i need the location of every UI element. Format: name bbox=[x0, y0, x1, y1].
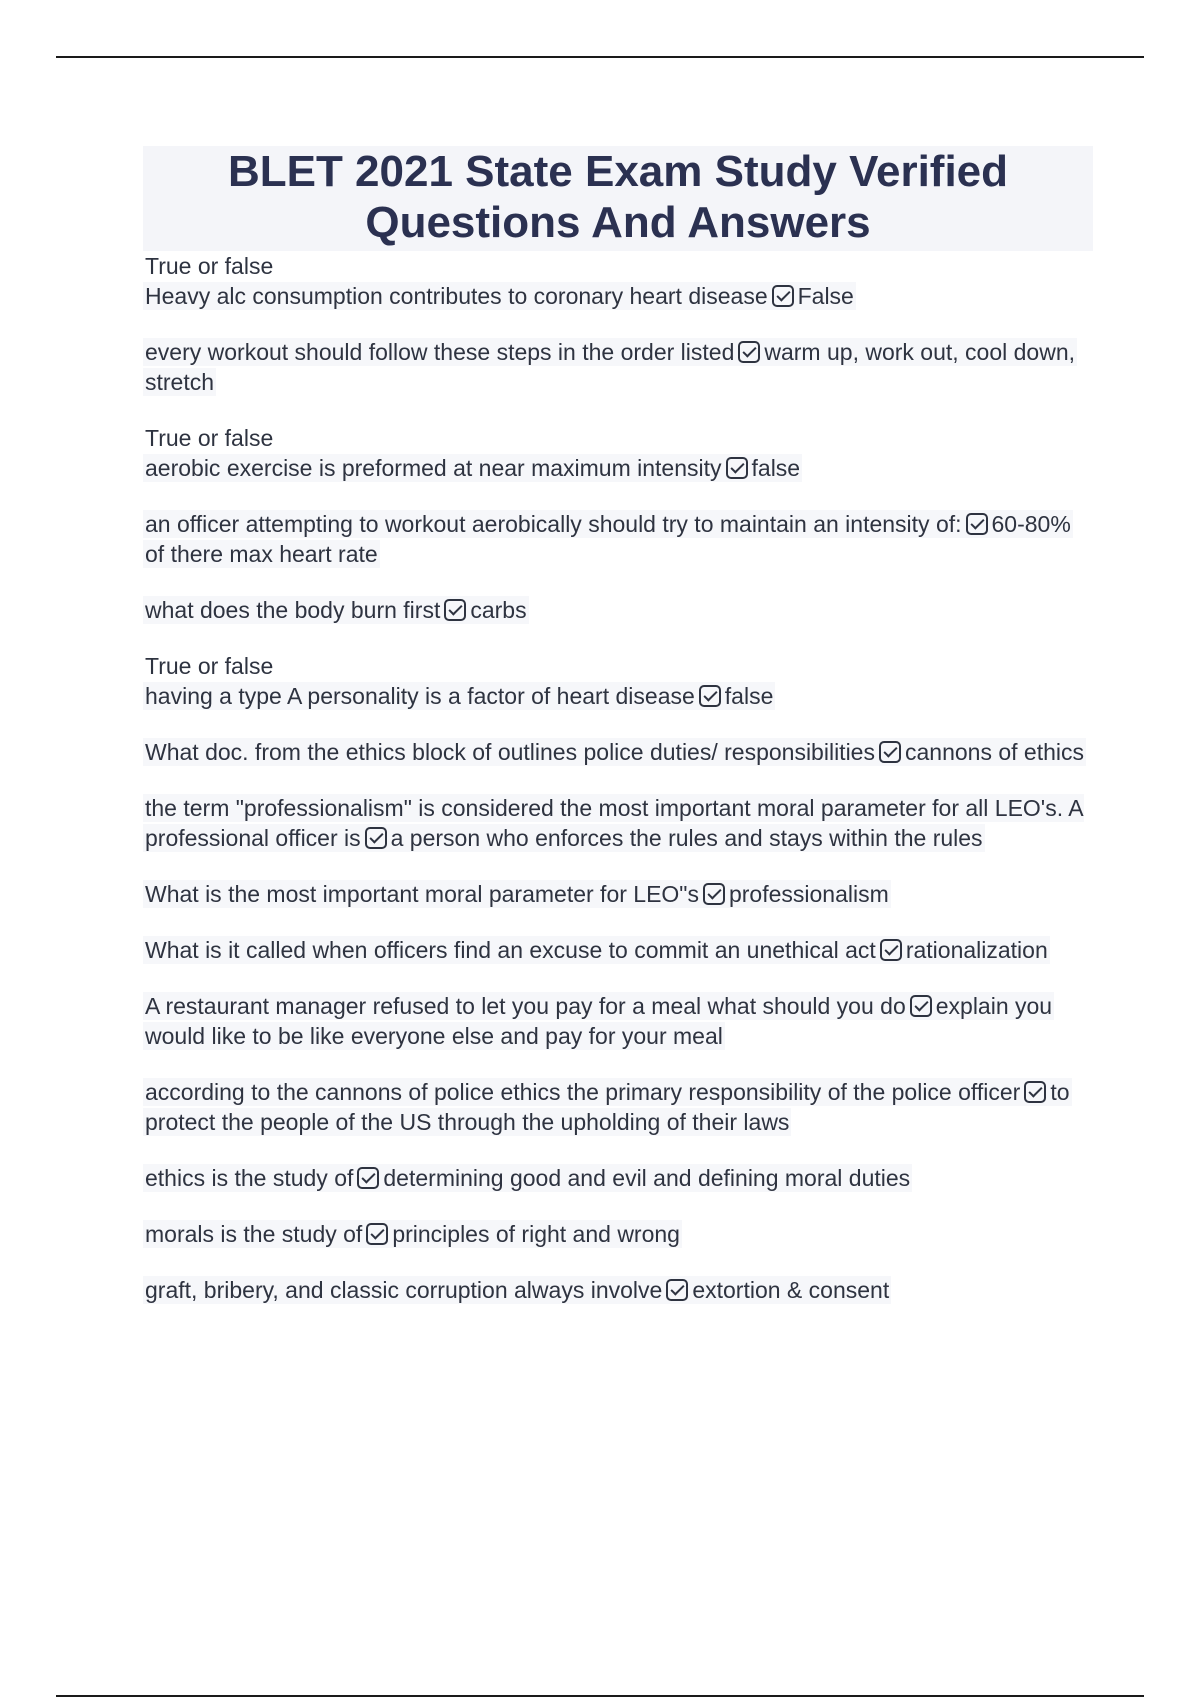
checked-box-icon bbox=[444, 599, 466, 621]
checked-box-icon bbox=[366, 1223, 388, 1245]
answer-text: False bbox=[797, 283, 854, 309]
qa-prefix: True or false bbox=[145, 653, 274, 679]
checked-box-icon bbox=[966, 513, 988, 535]
qa-body bbox=[143, 338, 1077, 396]
qa-prefix: True or false bbox=[145, 253, 274, 279]
qa-body bbox=[143, 1220, 682, 1248]
qa-body bbox=[143, 1276, 891, 1304]
question-text: an officer attempting to workout aerobically should try to maintain an intensity of: bbox=[145, 511, 962, 537]
page-title: BLET 2021 State Exam Study Verified Questions And Answers bbox=[227, 147, 1009, 247]
qa-body bbox=[143, 596, 529, 624]
answer-text: professionalism bbox=[728, 881, 889, 907]
question-text: What is it called when officers find an excuse to commit an unethical act bbox=[145, 937, 876, 963]
question-text: A restaurant manager refused to let you pay for a meal what should you do bbox=[145, 993, 906, 1019]
checked-box-icon bbox=[703, 883, 725, 905]
answer-text: explain you would like to be like everyone else and pay for your meal bbox=[145, 993, 1053, 1049]
answer-text: rationalization bbox=[905, 937, 1048, 963]
title-block bbox=[143, 146, 1093, 251]
question-text: aerobic exercise is preformed at near maximum intensity bbox=[145, 455, 722, 481]
checked-box-icon bbox=[880, 939, 902, 961]
qa-item bbox=[143, 935, 1093, 965]
question-text: according to the cannons of police ethics the primary responsibility of the police officer bbox=[145, 1079, 1021, 1105]
qa-body bbox=[143, 880, 891, 908]
question-text: every workout should follow these steps in the order listed bbox=[145, 339, 735, 365]
qa-body bbox=[143, 282, 856, 310]
checked-box-icon bbox=[1024, 1081, 1046, 1103]
checked-box-icon bbox=[879, 741, 901, 763]
qa-body bbox=[143, 992, 1054, 1050]
checked-box-icon bbox=[365, 827, 387, 849]
answer-text: principles of right and wrong bbox=[392, 1221, 680, 1247]
qa-item bbox=[143, 423, 1093, 483]
question-text: What is the most important moral parameter for LEO"s bbox=[145, 881, 699, 907]
qa-item bbox=[143, 1077, 1093, 1137]
checked-box-icon bbox=[726, 457, 748, 479]
qa-item bbox=[143, 1275, 1093, 1305]
qa-prefix: True or false bbox=[145, 425, 274, 451]
top-divider bbox=[56, 56, 1144, 58]
answer-text: cannons of ethics bbox=[904, 739, 1084, 765]
bottom-divider bbox=[56, 1695, 1144, 1697]
checked-box-icon bbox=[738, 341, 760, 363]
checked-box-icon bbox=[666, 1279, 688, 1301]
question-text: ethics is the study of bbox=[145, 1165, 354, 1191]
answer-text: extortion & consent bbox=[692, 1277, 890, 1303]
qa-item bbox=[143, 1163, 1093, 1193]
qa-item bbox=[143, 595, 1093, 625]
answer-text: a person who enforces the rules and stays within the rules bbox=[390, 825, 983, 851]
qa-item bbox=[143, 991, 1093, 1051]
answer-text: carbs bbox=[470, 597, 527, 623]
question-text: What doc. from the ethics block of outlines police duties/ responsibilities bbox=[145, 739, 875, 765]
checked-box-icon bbox=[910, 995, 932, 1017]
checked-box-icon bbox=[357, 1167, 379, 1189]
question-text: the term "professionalism" is considered the most important moral parameter for all LEO's. A professional officer is bbox=[145, 795, 1083, 851]
qa-item bbox=[143, 509, 1093, 569]
question-text: graft, bribery, and classic corruption always involve bbox=[145, 1277, 663, 1303]
qa-body bbox=[143, 510, 1073, 568]
qa-item bbox=[143, 879, 1093, 909]
answer-text: false bbox=[751, 455, 801, 481]
qa-body bbox=[143, 738, 1086, 766]
answer-text: determining good and evil and defining moral duties bbox=[383, 1165, 911, 1191]
answer-text: 60-80% of there max heart rate bbox=[145, 511, 1071, 567]
qa-body bbox=[143, 1164, 912, 1192]
question-text: Heavy alc consumption contributes to coronary heart disease bbox=[145, 283, 768, 309]
qa-item bbox=[143, 651, 1093, 711]
qa-body bbox=[143, 794, 1084, 852]
document-content bbox=[143, 146, 1093, 1331]
checked-box-icon bbox=[772, 285, 794, 307]
qa-item bbox=[143, 1219, 1093, 1249]
qa-list bbox=[143, 251, 1093, 1305]
answer-text: false bbox=[724, 683, 774, 709]
qa-body bbox=[143, 936, 1050, 964]
qa-item bbox=[143, 793, 1093, 853]
qa-item bbox=[143, 737, 1093, 767]
qa-item bbox=[143, 251, 1093, 311]
qa-body bbox=[143, 1078, 1072, 1136]
question-text: having a type A personality is a factor of heart disease bbox=[145, 683, 695, 709]
qa-body bbox=[143, 454, 802, 482]
checked-box-icon bbox=[699, 685, 721, 707]
question-text: what does the body burn first bbox=[145, 597, 441, 623]
question-text: morals is the study of bbox=[145, 1221, 363, 1247]
answer-text: to protect the people of the US through the upholding of their laws bbox=[145, 1079, 1070, 1135]
answer-text: warm up, work out, cool down, stretch bbox=[145, 339, 1076, 395]
qa-item bbox=[143, 337, 1093, 397]
qa-body bbox=[143, 682, 775, 710]
